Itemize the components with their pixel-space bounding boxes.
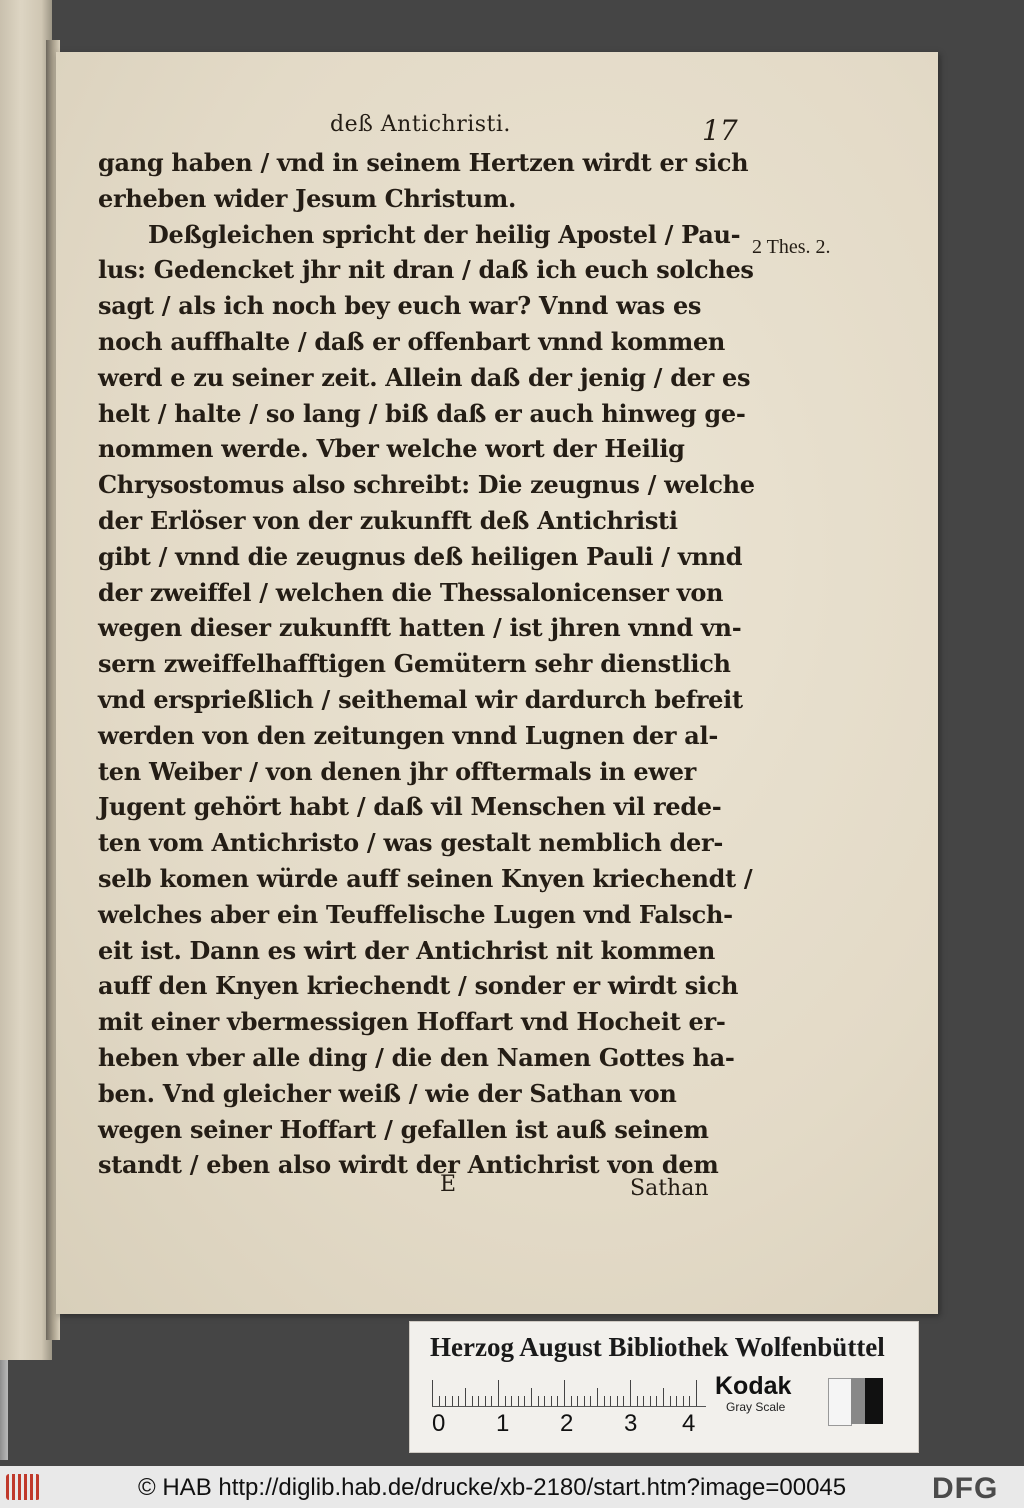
text-line: Chrysostomus also schreibt: Die zeugnus / welche bbox=[98, 470, 755, 500]
scale-ruler bbox=[432, 1378, 706, 1407]
ruler-number: 1 bbox=[496, 1410, 510, 1437]
text-line: der zweiffel / welchen die Thessalonicenser von bbox=[98, 577, 724, 607]
ruler-tick bbox=[676, 1396, 677, 1406]
ruler-tick bbox=[650, 1396, 651, 1406]
ruler-number: 4 bbox=[682, 1410, 696, 1437]
ruler-tick bbox=[584, 1396, 585, 1406]
ruler-number: 0 bbox=[432, 1410, 446, 1437]
text-line: werd e zu seiner zeit. Allein daß der jenig / der es bbox=[98, 362, 751, 392]
ruler-tick bbox=[663, 1388, 664, 1406]
text-line: nommen werde. Vber welche wort der Heilig bbox=[98, 434, 685, 464]
ruler-tick bbox=[505, 1396, 506, 1406]
ruler-tick bbox=[557, 1396, 558, 1406]
text-line: vnd ersprießlich / seithemal wir dardurch befreit bbox=[98, 685, 743, 714]
text-line: lus: Gedencket jhr nit dran / daß ich euch solches bbox=[98, 255, 754, 285]
ruler-tick bbox=[590, 1396, 591, 1406]
ruler-tick bbox=[630, 1380, 631, 1406]
ruler-tick bbox=[656, 1396, 657, 1406]
ruler-tick bbox=[564, 1380, 565, 1406]
ruler-tick bbox=[571, 1396, 572, 1406]
ruler-tick bbox=[498, 1380, 499, 1406]
ruler-tick bbox=[518, 1396, 519, 1406]
library-label-card bbox=[409, 1321, 919, 1453]
ruler-tick bbox=[524, 1396, 525, 1406]
ruler-tick bbox=[531, 1388, 532, 1406]
ruler-tick bbox=[458, 1396, 459, 1406]
ruler-tick bbox=[485, 1396, 486, 1406]
text-line: auff den Knyen kriechendt / sonder er wirdt sich bbox=[98, 971, 739, 1001]
text-line: noch auffhalte / daß er offenbart vnnd kommen bbox=[98, 327, 726, 356]
text-line: ten vom Antichristo / was gestalt nemblich der‑ bbox=[98, 828, 723, 858]
gray-swatch-mid bbox=[851, 1378, 865, 1424]
gray-scale-label: Gray Scale bbox=[726, 1400, 786, 1414]
text-line: wegen dieser zukunfft hatten / ist jhren vnnd vn‑ bbox=[98, 613, 742, 643]
signature-mark: E bbox=[440, 1172, 457, 1197]
text-line: gibt / vnnd die zeugnus deß heiligen Pauli / vnnd bbox=[98, 541, 743, 571]
ruler-tick bbox=[696, 1380, 697, 1406]
ruler-tick bbox=[670, 1396, 671, 1406]
text-line: helt / halte / so lang / biß daß er auch hinweg ge‑ bbox=[98, 398, 746, 428]
ruler-tick bbox=[439, 1396, 440, 1406]
marginal-note: 2 Thes. 2. bbox=[752, 236, 831, 258]
ruler-tick bbox=[491, 1396, 492, 1406]
ruler-number: 2 bbox=[560, 1410, 574, 1437]
ruler-tick bbox=[472, 1396, 473, 1406]
facing-page-edge bbox=[0, 0, 52, 1360]
text-line: eit ist. Dann es wirt der Antichrist nit kommen bbox=[98, 935, 716, 965]
ruler-tick bbox=[683, 1396, 684, 1406]
ruler-tick bbox=[637, 1396, 638, 1406]
gray-swatch-white bbox=[828, 1378, 852, 1426]
ruler-tick bbox=[643, 1396, 644, 1406]
running-head: deß Antichristi. bbox=[330, 112, 511, 137]
gray-swatch-black bbox=[865, 1378, 883, 1424]
ruler-tick bbox=[623, 1396, 624, 1406]
ruler-tick bbox=[544, 1396, 545, 1406]
text-line: mit einer vbermessigen Hoffart vnd Hocheit er‑ bbox=[98, 1007, 726, 1037]
text-line: ben. Vnd gleicher weiß / wie der Sathan von bbox=[98, 1078, 677, 1108]
ruler-tick bbox=[465, 1388, 466, 1406]
text-line: welches aber ein Teuffelische Lugen vnd Falsch‑ bbox=[98, 899, 733, 929]
ruler-tick bbox=[551, 1396, 552, 1406]
text-line: werden von den zeitungen vnnd Lugnen der al‑ bbox=[98, 720, 718, 750]
ruler-tick bbox=[689, 1396, 690, 1406]
ruler-tick bbox=[617, 1396, 618, 1406]
library-name: Herzog August Bibliothek Wolfenbüttel bbox=[430, 1332, 885, 1362]
ruler-tick bbox=[452, 1396, 453, 1406]
page-number: 17 bbox=[702, 114, 738, 147]
text-line: Jugent gehört habt / daß vil Menschen vil rede‑ bbox=[98, 792, 722, 822]
text-line: heben vber alle ding / die den Namen Gottes ha‑ bbox=[98, 1043, 735, 1072]
ruler-number: 3 bbox=[624, 1410, 638, 1437]
ruler-tick bbox=[445, 1396, 446, 1406]
text-line: der Erlöser von der zukunfft deß Antichristi bbox=[98, 506, 678, 535]
viewer-footer bbox=[0, 1466, 1024, 1508]
text-line: Deßgleichen spricht der heilig Apostel / Pau‑ bbox=[148, 219, 741, 249]
text-line: sern zweiffelhafftigen Gemütern sehr dienstlich bbox=[98, 649, 731, 679]
text-line: sagt / als ich noch bey euch war? Vnnd was es bbox=[98, 291, 702, 321]
text-line: standt / eben also wirdt der Antichrist von dem bbox=[98, 1150, 719, 1180]
ruler-tick bbox=[610, 1396, 611, 1406]
kodak-logo: Kodak bbox=[715, 1372, 792, 1400]
ruler-tick bbox=[597, 1388, 598, 1406]
ruler-tick bbox=[511, 1396, 512, 1406]
text-line: selb komen würde auff seinen Knyen kriechendt / bbox=[98, 864, 753, 893]
text-line: ten Weiber / von denen jhr offtermals in ewer bbox=[98, 756, 697, 786]
ruler-tick bbox=[538, 1396, 539, 1406]
text-line: wegen seiner Hoffart / gefallen ist auß seinem bbox=[98, 1114, 709, 1144]
ruler-tick bbox=[478, 1396, 479, 1406]
ruler-tick bbox=[432, 1380, 433, 1406]
text-line: erheben wider Jesum Christum. bbox=[98, 183, 517, 213]
catchword: Sathan bbox=[630, 1176, 709, 1201]
hab-logo-icon bbox=[6, 1474, 40, 1500]
copyright-url[interactable]: © HAB http://diglib.hab.de/drucke/xb-2180/start.htm?image=00045 bbox=[138, 1474, 847, 1501]
ruler-tick bbox=[604, 1396, 605, 1406]
text-line: gang haben / vnd in seinem Hertzen wirdt er sich bbox=[98, 148, 749, 177]
dfg-logo: DFG bbox=[932, 1472, 999, 1505]
ruler-tick bbox=[577, 1396, 578, 1406]
